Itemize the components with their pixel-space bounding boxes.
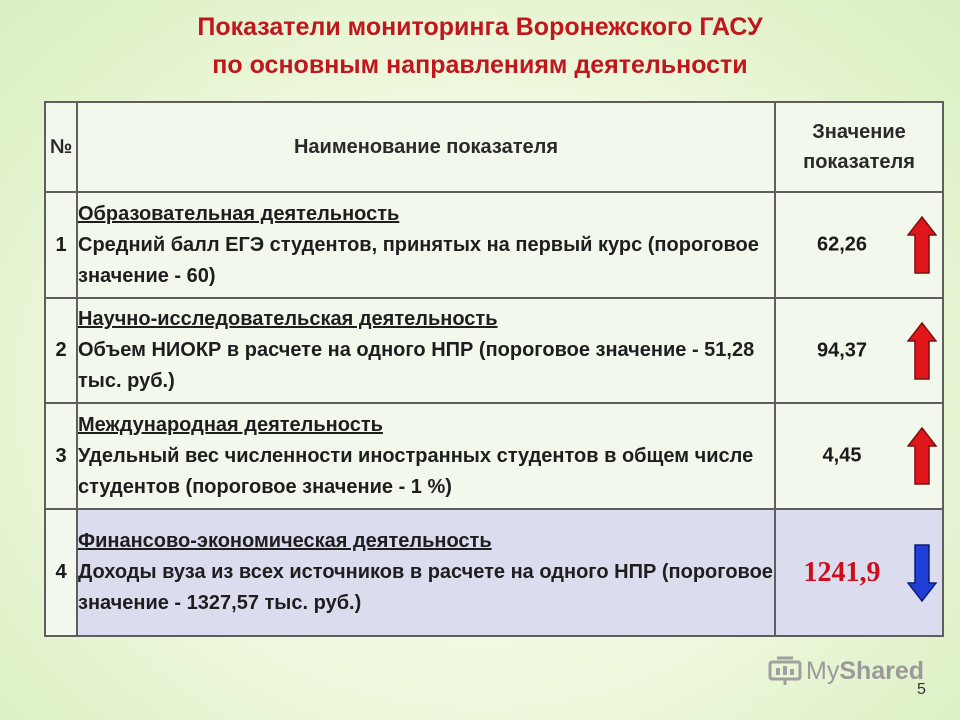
table-row xyxy=(45,192,943,298)
row-category: Образовательная деятельность xyxy=(78,202,400,225)
row-number: 4 xyxy=(45,509,77,636)
title-line-2: по основным направлениям деятельности xyxy=(212,51,748,79)
row-description: Доходы вуза из всех источников в расчете на одного НПР (пороговое значение - 1327,57 тыс. руб.) xyxy=(78,561,773,614)
row-indicator xyxy=(77,403,775,509)
row-value-cell xyxy=(775,192,943,298)
row-description: Объем НИОКР в расчете на одного НПР (пороговое значение - 51,28 тыс. руб.) xyxy=(78,339,755,392)
row-value: 4,45 xyxy=(822,444,862,467)
row-category: Финансово-экономическая деятельность xyxy=(78,530,492,552)
watermark-my: My xyxy=(806,656,840,685)
row-number: 2 xyxy=(45,298,77,403)
table-header-row xyxy=(45,102,943,192)
row-value-cell xyxy=(775,509,943,636)
header-value-line-1: Значение xyxy=(812,121,906,143)
slide-title xyxy=(0,8,960,84)
row-value-cell xyxy=(775,403,943,509)
table-row xyxy=(45,509,943,636)
header-indicator-name: Наименование показателя xyxy=(77,102,775,192)
title-line-1: Показатели мониторинга Воронежского ГАСУ xyxy=(197,13,763,41)
watermark-shared: Shared xyxy=(839,656,925,685)
arrow-down-icon xyxy=(907,544,937,602)
row-value: 1241,9 xyxy=(803,556,881,588)
row-description: Средний балл ЕГЭ студентов, принятых на первый курс (пороговое значение - 60) xyxy=(78,233,759,287)
indicators-table xyxy=(44,101,944,637)
row-value: 94,37 xyxy=(816,339,868,361)
header-number: № xyxy=(45,102,77,192)
header-value-line-2: показателя xyxy=(803,151,915,173)
header-indicator-value xyxy=(775,102,943,192)
table-row xyxy=(45,298,943,403)
arrow-up-icon xyxy=(907,322,937,380)
arrow-up-icon xyxy=(907,427,937,485)
arrow-up-icon xyxy=(907,216,937,274)
presentation-icon xyxy=(768,656,802,686)
page-number: 5 xyxy=(917,681,926,698)
myshared-watermark xyxy=(768,656,924,686)
row-category: Международная деятельность xyxy=(78,413,383,436)
row-value: 62,26 xyxy=(816,233,868,256)
row-value-cell xyxy=(775,298,943,403)
row-indicator xyxy=(77,192,775,298)
row-number: 1 xyxy=(45,192,77,298)
row-indicator xyxy=(77,298,775,403)
row-category: Научно-исследовательская деятельность xyxy=(78,308,498,330)
row-indicator xyxy=(77,509,775,636)
row-description: Удельный вес численности иностранных студентов в общем числе студентов (пороговое значение - 1 %) xyxy=(78,444,754,498)
table-row xyxy=(45,403,943,509)
row-number: 3 xyxy=(45,403,77,509)
